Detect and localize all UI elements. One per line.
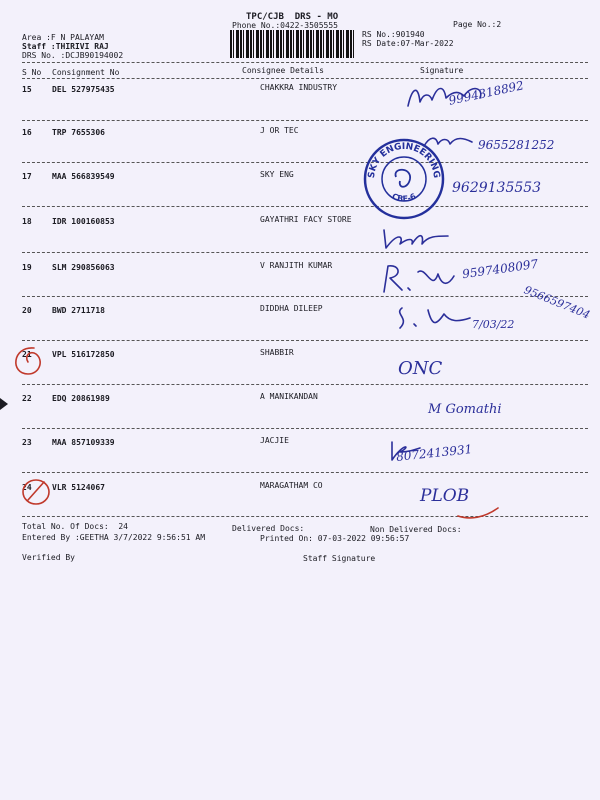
row-consignee: SKY ENG [260, 170, 294, 179]
row-consignment: SLM 290856063 [52, 263, 115, 272]
document-title: TPC/CJB DRS - MO [246, 12, 339, 22]
row-sno: 23 [22, 438, 32, 447]
handwritten-note: PLOB [420, 486, 470, 506]
barcode [230, 30, 354, 58]
handwritten-date: 7/03/22 [472, 318, 515, 331]
handwritten-phone: 8072413931 [395, 442, 473, 464]
row-consignment: MAA 857109339 [52, 438, 115, 447]
page-number: Page No.:2 [453, 20, 502, 29]
staff-signature-label: Staff Signature [303, 554, 376, 563]
company-stamp [362, 137, 446, 221]
row-consignee: V RANJITH KUMAR [260, 261, 333, 270]
row-consignment: IDR 100160853 [52, 217, 115, 226]
row-divider [22, 472, 588, 473]
stamp-bottom-text: CBE-6 [390, 191, 418, 204]
red-underline-mark [454, 500, 504, 524]
svg-text:SKY ENGINEERING [367, 142, 441, 179]
punch-mark [0, 398, 8, 410]
row-sno: 21 [22, 350, 32, 359]
col-sno: S No [22, 68, 42, 77]
row-divider [22, 162, 588, 163]
verified-by: Verified By [22, 553, 75, 562]
red-circle-mark [6, 340, 56, 380]
row-consignee: A MANIKANDAN [260, 392, 318, 401]
row-consignment: DEL 527975435 [52, 85, 115, 94]
col-consignment: Consignment No [52, 68, 120, 77]
delivered-docs: Delivered Docs: [232, 524, 305, 533]
area-label: Area :F N PALAYAM [22, 33, 104, 42]
row-consignee: CHAKKRA INDUSTRY [260, 83, 338, 92]
handwritten-phone: 9566597404 [522, 283, 592, 322]
drs-number: DRS No. :DCJB90194002 [22, 51, 124, 60]
row-sno: 15 [22, 85, 32, 94]
svg-text:CBE-6 [391, 191, 418, 203]
rs-date: RS Date:07-Mar-2022 [362, 39, 454, 48]
printed-on: Printed On: 07-03-2022 09:56:57 [260, 534, 410, 543]
row-sno: 19 [22, 263, 32, 272]
stamp-top-text: SKY ENGINEERING [366, 141, 442, 179]
row-divider [22, 206, 588, 207]
row-consignee: DIDDHA DILEEP [260, 304, 323, 313]
row-sno: 24 [22, 483, 32, 492]
handwritten-phone: 9655281252 [478, 138, 555, 152]
row-consignee: MARAGATHAM CO [260, 481, 323, 490]
row-sno: 18 [22, 217, 32, 226]
row-consignment: EDQ 20861989 [52, 394, 110, 403]
row-consignment: VPL 516172850 [52, 350, 115, 359]
handwritten-phone: 9629135553 [452, 180, 542, 196]
row-divider [22, 296, 588, 297]
row-consignee: GAYATHRI FACY STORE [260, 215, 352, 224]
row-sno: 22 [22, 394, 32, 403]
row-sno: 17 [22, 172, 32, 181]
row-divider [22, 340, 588, 341]
row-consignment: VLR 5124067 [52, 483, 105, 492]
row-consignee: SHABBIR [260, 348, 294, 357]
row-sno: 16 [22, 128, 32, 137]
row-consignee: JACJIE [260, 436, 289, 445]
phone-number: Phone No.:0422-3505555 [232, 21, 338, 30]
col-signature: Signature [420, 66, 464, 75]
handwritten-name: M Gomathi [428, 402, 502, 417]
row-consignment: MAA 566839549 [52, 172, 115, 181]
rs-number: RS No.:901940 [362, 30, 425, 39]
staff-label: Staff :THIRIVI RAJ [22, 42, 109, 51]
col-consignee: Consignee Details [242, 66, 324, 75]
entered-by: Entered By :GEETHA 3/7/2022 9:56:51 AM [22, 533, 206, 542]
row-consignee: J OR TEC [260, 126, 299, 135]
handwritten-phone: 9994318892 [447, 78, 525, 108]
handwritten-note: ONC [398, 358, 443, 379]
header-divider [22, 62, 588, 63]
row-divider [22, 428, 588, 429]
row-sno: 20 [22, 306, 32, 315]
row-consignment: TRP 7655306 [52, 128, 105, 137]
red-circle-mark [18, 474, 58, 514]
total-docs: Total No. Of Docs: 24 [22, 522, 128, 531]
handwritten-phone: 9597408097 [461, 256, 539, 282]
signature-scribble [378, 222, 468, 252]
row-divider [22, 252, 588, 253]
non-delivered-docs: Non Delivered Docs: [370, 525, 462, 534]
row-consignment: BWD 2711718 [52, 306, 105, 315]
row-divider [22, 384, 588, 385]
